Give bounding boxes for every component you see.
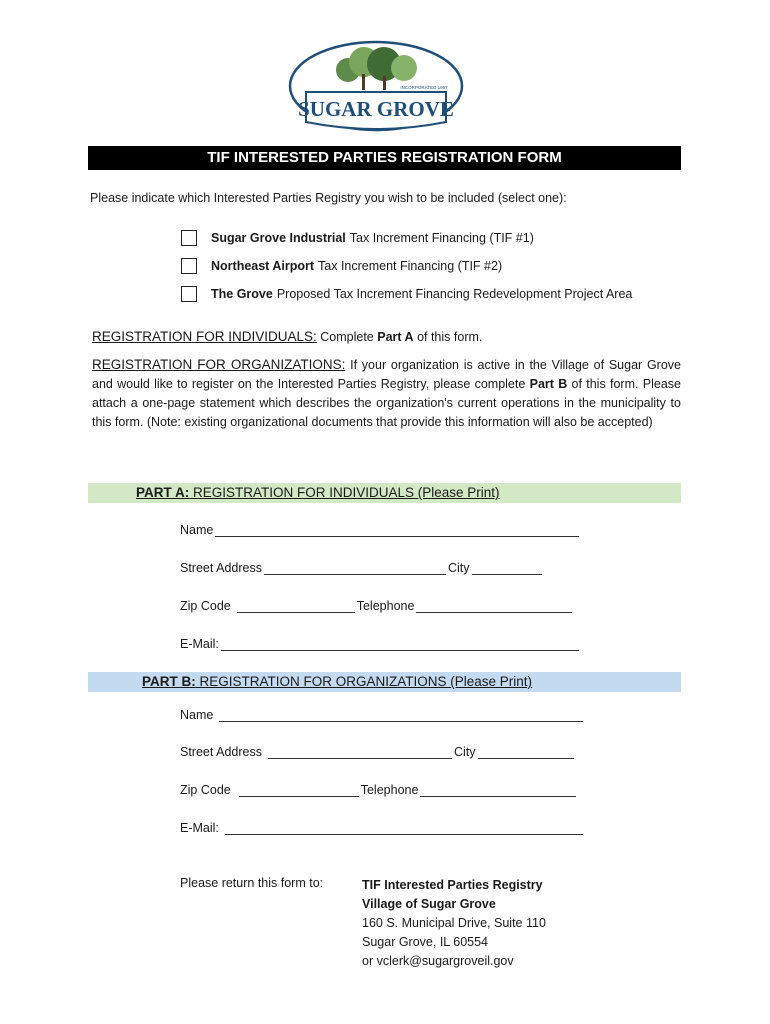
part-b-zip-input[interactable]: [239, 784, 359, 797]
reg-organizations-bold: Part B: [529, 377, 568, 391]
part-a-city-input[interactable]: [472, 562, 542, 575]
option-grove[interactable]: [181, 284, 632, 304]
return-line1: TIF Interested Parties Registry: [362, 878, 543, 892]
return-line2: Village of Sugar Grove: [362, 897, 496, 911]
return-address: [362, 876, 546, 971]
part-a-label: REGISTRATION FOR INDIVIDUALS (Please Print): [189, 485, 500, 500]
option-tif2[interactable]: [181, 256, 502, 276]
part-a-name-row: [180, 519, 581, 537]
option-tif1-text: Tax Increment Financing (TIF #1): [349, 231, 534, 245]
part-a-zip-input[interactable]: [237, 600, 355, 613]
option-tif2-bold: Northeast Airport: [211, 259, 315, 273]
part-a-street-label: Street Address: [180, 561, 262, 575]
checkbox-tif2[interactable]: [181, 258, 197, 274]
part-b-email-input[interactable]: [225, 822, 583, 835]
reg-individuals-post: of this form.: [413, 330, 483, 344]
part-a-telephone-input[interactable]: [416, 600, 572, 613]
checkbox-tif1[interactable]: [181, 230, 197, 246]
part-b-name-input[interactable]: [219, 709, 583, 722]
part-b-city-input[interactable]: [478, 746, 574, 759]
part-b-name-label: Name: [180, 708, 214, 722]
reg-individuals: [92, 327, 681, 347]
option-grove-text: Proposed Tax Increment Financing Redevelopment Project Area: [276, 287, 633, 301]
part-a-street-input[interactable]: [264, 562, 446, 575]
reg-organizations-label: REGISTRATION FOR ORGANIZATIONS:: [92, 357, 346, 372]
part-b-zip-label: Zip Code: [180, 783, 231, 797]
sugar-grove-logo: [286, 40, 466, 132]
part-a-city-label: City: [448, 561, 470, 575]
part-a-email-input[interactable]: [221, 638, 579, 651]
return-line3: 160 S. Municipal Drive, Suite 110: [362, 916, 546, 930]
part-a-telephone-label: Telephone: [356, 599, 415, 613]
part-b-zip-row: [180, 779, 578, 797]
part-b-telephone-label: Telephone: [360, 783, 419, 797]
part-b-street-input[interactable]: [268, 746, 452, 759]
part-a-header: [88, 483, 681, 503]
option-tif1-bold: Sugar Grove Industrial: [211, 231, 346, 245]
return-line4: Sugar Grove, IL 60554: [362, 935, 489, 949]
logo-small-text: INCORPORATED 1957: [400, 85, 448, 90]
reg-organizations-post: of this form. Please attach a one-page statement which describes the organization's current operations in the municipality to this form. (Note: existing organizational documents that provide this information will also be accepted): [92, 377, 681, 429]
part-a-bold: PART A:: [136, 485, 190, 500]
checkbox-grove[interactable]: [181, 286, 197, 302]
logo-name: SUGAR GROVE: [298, 97, 454, 121]
reg-individuals-bold: Part A: [377, 330, 414, 344]
part-a-street-row: [180, 557, 544, 575]
part-a-email-row: [180, 633, 581, 651]
intro-text: Please indicate which Interested Parties Registry you wish to be included (select one):: [90, 191, 567, 205]
part-b-street-label: Street Address: [180, 745, 262, 759]
return-email[interactable]: or vclerk@sugargroveil.gov: [362, 954, 514, 968]
reg-organizations-pre: If your organization is active in the Village of Sugar Grove and would like to register on the Interested Parties Registry, please complete: [92, 358, 681, 391]
part-a-zip-label: Zip Code: [180, 599, 231, 613]
part-b-label: REGISTRATION FOR ORGANIZATIONS (Please Print): [195, 674, 533, 689]
part-b-telephone-input[interactable]: [420, 784, 576, 797]
reg-individuals-pre: Complete: [316, 330, 378, 344]
return-label: Please return this form to:: [180, 876, 324, 890]
part-a-name-input[interactable]: [215, 524, 579, 537]
part-a-email-label: E-Mail:: [180, 637, 219, 651]
part-a-zip-row: [180, 595, 574, 613]
part-a-name-label: Name: [180, 523, 214, 537]
reg-organizations: [92, 355, 681, 432]
reg-individuals-label: REGISTRATION FOR INDIVIDUALS:: [92, 329, 317, 344]
part-b-email-label: E-Mail:: [180, 821, 219, 835]
part-b-street-row: [180, 741, 576, 759]
part-b-city-label: City: [454, 745, 476, 759]
option-tif2-text: Tax Increment Financing (TIF #2): [318, 259, 503, 273]
part-b-email-row: [180, 817, 585, 835]
part-b-name-row: [180, 704, 585, 722]
part-b-bold: PART B:: [142, 674, 196, 689]
option-grove-bold: The Grove: [211, 287, 273, 301]
form-title: TIF INTERESTED PARTIES REGISTRATION FORM: [88, 146, 681, 170]
option-tif1[interactable]: [181, 228, 534, 248]
part-b-header: [88, 672, 681, 692]
